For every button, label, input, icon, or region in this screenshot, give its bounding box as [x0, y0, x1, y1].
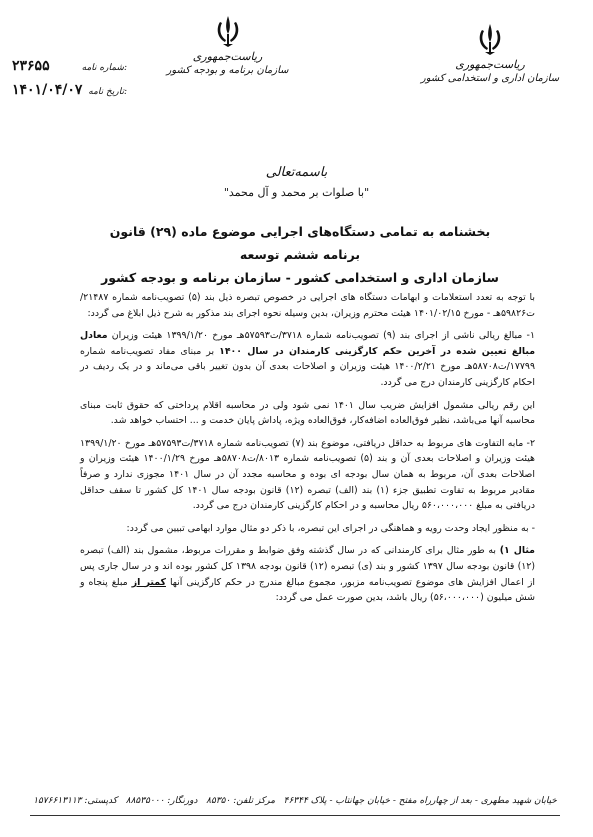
footer-address: خیابان شهید مطهری - بعد از چهارراه مفتح - خیابان جهانتاب - پلاک ۴۶۳۴۴ — [283, 796, 557, 806]
emblem-admin-org — [405, 22, 575, 84]
item1-text-b: بر مبنای مفاد تصویب‌نامه شماره ۱۷۷۹۹/ت۵۸۷۰۸هـ مورخ ۱۴۰۰/۲/۲۱ هیئت وزیران و اصلاحات بعدی آن بدون تغییر باقی می‌ماند و در یک ردیف در احکام کارگزینی کارمندان درج می گردد. — [80, 345, 535, 388]
example-text: به طور مثال برای کارمندانی که در سال گذشته وفق ضوابط و مقررات مربوط، مشمول بند (الف) تبصره (۱۲) قانون بودجه سال ۱۳۹۷ کشور و بند (ی) تبصره (۱۲) قانون بودجه ۱۳۹۸ کل کشور بوده اند و در سال جاری پس از اعمال افزایش های موضوع تصویب‌نامه مزبور، مجموع مبالغ مندرج در حکم کارگزینی آنها — [80, 545, 536, 588]
paragraph-3: - به منظور ایجاد وحدت رویه و هماهنگی در اجرای این تبصره، با ذکر دو مثال موارد ابهامی تبیین می گردد: — [126, 522, 535, 534]
item-1 — [80, 328, 535, 390]
footer-postal-code: کدپستی: ۱۵۷۶۶۱۳۱۱۳ — [33, 796, 118, 806]
letter-meta — [12, 58, 127, 106]
footer-fax: دورنگار: ۸۸۵۳۵۰۰۰ — [125, 796, 198, 806]
org-line1: ریاست‌جمهوری — [192, 50, 263, 63]
example-tail: مبلغ پنجاه و شش میلیون (۵۶،۰۰۰،۰۰۰) ریال باشد، بدین صورت عمل می گردد: — [80, 576, 535, 604]
emblem-plan-budget-org — [140, 14, 315, 76]
org-line2: سازمان اداری و استخدامی کشور — [420, 73, 560, 84]
example-1 — [80, 543, 535, 605]
item-2: ۲- مابه التفاوت های مربوط به حداقل دریافتی، موضوع بند (۷) تصویب‌نامه شماره ۳۷۱۸/ت۵۷۵۹۳هـ مورخ ۱۳۹۹/۱/۲۰ هیئت وزیران و اصلاحات بعدی آن و بند (۵) تصویب‌نامه شماره ۸۰۱۳/ت۵۸۷۰۸هـ مورخ ۱۴۰۰/۱/۲۹ هیئت وزیران و اصلاحات بعدی آن، مربوط به همان سال بودجه ای بوده و محاسبه مجدد آن در سال ۱۴۰۱ مجوزی ندارد و صرفاً مقادیر مربوط به تفاوت تطبیق جزء (۱) بند (الف) تبصره (۱۲) قانون بودجه سال ۱۴۰۱ کل کشور تا سقف حداقل دریافتی به مبلغ ۵۶۰،۰۰۰،۰۰۰ ریال محاسبه و در احکام کارگزینی کارمندان درج می گردد. — [80, 437, 536, 512]
letter-number: ۲۳۶۵۵ — [12, 58, 50, 74]
org-line1: ریاست‌جمهوری — [455, 58, 525, 71]
letter-date: ۱۴۰۱/۰۴/۰۷ — [12, 82, 83, 98]
iran-emblem-icon — [475, 22, 505, 56]
title-line1: بخشنامه به تمامی دستگاه‌های اجرایی موضوع ماده (۲۹) قانون برنامه ششم توسعه — [109, 224, 491, 262]
footer — [30, 796, 560, 806]
iran-emblem-icon — [213, 14, 243, 48]
paragraph-2: این رقم ریالی مشمول افزایش ضریب سال ۱۴۰۱ نمی شود ولی در محاسبه اقلام پرداختی که حقوق ثابت مبنای محاسبه آنها می‌باشد، نظیر فوق‌العاده اضافه‌کار، فوق‌العاده ویژه، پاداش پایان خدمت و ... احتساب خواهد شد. — [80, 399, 535, 427]
footer-divider — [30, 815, 560, 816]
salawat: "با صلوات بر محمد و آل محمد" — [223, 186, 370, 199]
title-line2: سازمان اداری و استخدامی کشور - سازمان برنامه و بودجه کشور — [101, 270, 499, 285]
document-title — [95, 220, 505, 289]
letter-number-label: شماره نامه: — [81, 63, 127, 73]
example-label: مثال ۱) — [499, 545, 535, 557]
footer-switchboard: مرکز تلفن: ۸۵۳۵۰ — [206, 796, 276, 806]
item1-text-a: ۱- مبالغ ریالی ناشی از اجرای بند (۹) تصویب‌نامه شماره ۳۷۱۸/ت۵۷۵۹۳هـ مورخ ۱۳۹۹/۱/۲۰ هیئت وزیران — [107, 330, 535, 342]
bismillah: باسمه‌تعالی — [265, 165, 328, 180]
intro-paragraph: با توجه به تعدد استعلامات و ابهامات دستگاه های اجرایی در خصوص تبصره ذیل بند (۵) تصویب‌نامه شماره ۲۱۴۸۷/ت۵۹۸۲۶هـ - مورخ ۱۴۰۱/۰۲/۱۵ هیئت محترم وزیران، بدین وسیله نحوه اجرای بند مذکور به شرح ذیل ابلاغ می گردد: — [80, 292, 535, 319]
letter-date-label: تاریخ نامه: — [88, 87, 127, 97]
org-line2: سازمان برنامه و بودجه کشور — [166, 65, 289, 76]
document-body — [80, 290, 535, 613]
example-underlined: کمتر از — [131, 576, 166, 588]
item1-bold: معادل مبالغ تعیین شده در آخرین حکم کارگزینی کارمندان در سال ۱۴۰۰ — [80, 330, 535, 357]
